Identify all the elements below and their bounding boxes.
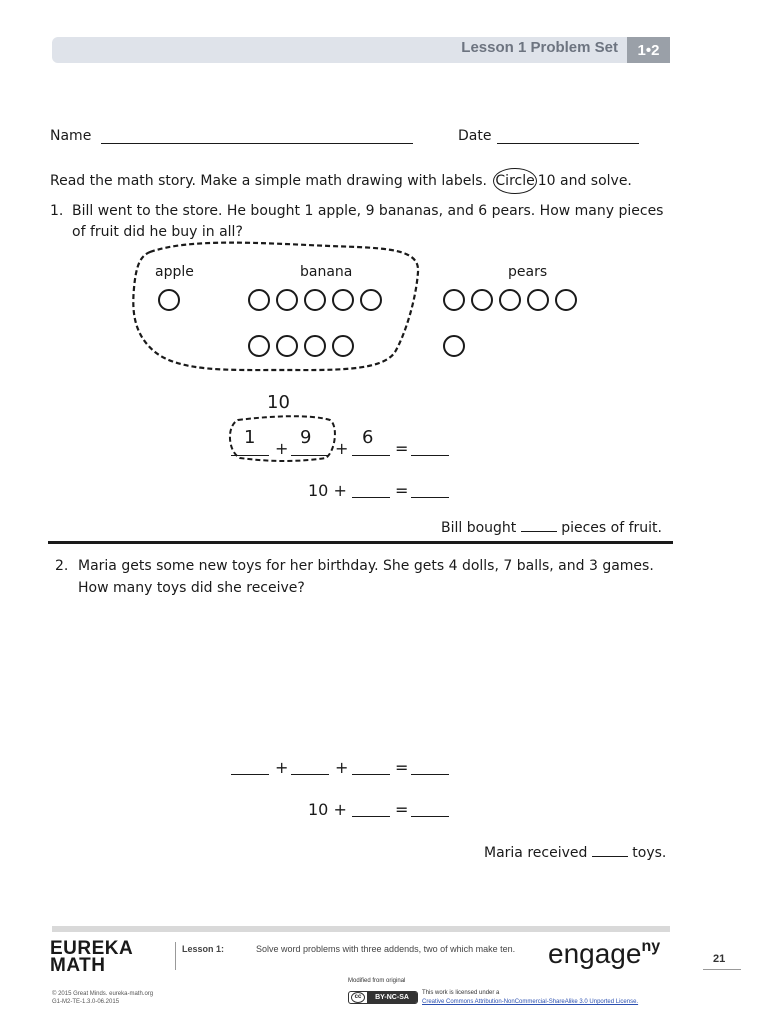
blank-3[interactable] — [352, 446, 390, 456]
banana-circle — [248, 289, 270, 311]
pear-circle — [443, 335, 465, 357]
label-banana: banana — [300, 264, 353, 280]
plus-sign: + — [275, 758, 289, 777]
pear-circle — [499, 289, 521, 311]
modified-note: Modified from original — [348, 978, 406, 984]
blank-ten-sum[interactable] — [411, 807, 449, 817]
lesson-badge: 1•2 — [627, 37, 670, 63]
cc-badge — [348, 991, 418, 1004]
page-number: 21 — [713, 953, 726, 965]
footer-bar — [52, 926, 670, 932]
plus-sign: + — [335, 758, 349, 777]
ten-plus: 10 + — [308, 481, 347, 500]
pear-circle — [443, 289, 465, 311]
blank-ten-addend[interactable] — [352, 807, 390, 817]
cc-badge-text: BY-NC-SA — [367, 992, 417, 1003]
blank-2[interactable] — [291, 765, 329, 775]
blank-2[interactable] — [291, 446, 329, 456]
circle-word: Circle — [493, 168, 536, 194]
banana-circle — [332, 289, 354, 311]
addend-2: 9 — [300, 427, 312, 448]
section-divider — [48, 541, 673, 544]
equals-sign: = — [395, 800, 409, 819]
answer-blank[interactable] — [521, 520, 557, 532]
blank-1[interactable] — [231, 446, 269, 456]
equals-sign: = — [395, 439, 409, 458]
pear-circle — [471, 289, 493, 311]
problem2-line1: Maria gets some new toys for her birthday. She gets 4 dolls, 7 balls, and 3 games. — [78, 558, 654, 574]
date-label: Date — [458, 128, 492, 144]
banana-circle — [276, 335, 298, 357]
banana-circle — [360, 289, 382, 311]
answer-sentence-2 — [484, 845, 666, 861]
problem1-number: 1. — [50, 203, 64, 219]
ny-text: ny — [641, 938, 661, 955]
lesson-title: Lesson 1 Problem Set — [461, 39, 618, 56]
name-label: Name — [50, 128, 92, 144]
license-link[interactable]: Creative Commons Attribution-NonCommercial-ShareAlike 3.0 Unported License. — [422, 999, 639, 1005]
blank-sum[interactable] — [411, 765, 449, 775]
pear-circle — [555, 289, 577, 311]
answer-after: toys. — [632, 845, 667, 861]
logo-line1: EUREKA — [50, 938, 134, 959]
engageny-logo — [548, 938, 660, 970]
banana-circle — [304, 335, 326, 357]
addend-3: 6 — [362, 427, 374, 448]
answer-sentence-1 — [441, 520, 662, 536]
banana-circle — [248, 335, 270, 357]
plus-sign: + — [275, 439, 289, 458]
ten-plus: 10 + — [308, 800, 347, 819]
problem1-line1: Bill went to the store. He bought 1 apple, 9 bananas, and 6 pears. How many pieces — [72, 203, 664, 219]
answer-blank[interactable] — [592, 845, 628, 857]
apple-circle — [158, 289, 180, 311]
instructions-end: 10 and solve. — [537, 173, 632, 189]
footer-lesson-label: Lesson 1: — [182, 944, 225, 954]
problem2-line2: How many toys did she receive? — [78, 580, 305, 596]
banana-circle — [332, 335, 354, 357]
equals-sign: = — [395, 758, 409, 777]
blank-3[interactable] — [352, 765, 390, 775]
module-code: G1-M2-TE-1.3.0-06.2015 — [52, 999, 120, 1005]
blank-ten-addend[interactable] — [352, 488, 390, 498]
page-number-rule — [703, 969, 741, 970]
blank-1[interactable] — [231, 765, 269, 775]
banana-circle — [276, 289, 298, 311]
pear-circle — [527, 289, 549, 311]
eureka-math-logo — [50, 940, 133, 974]
plus-sign: + — [335, 439, 349, 458]
ten-label: 10 — [267, 392, 290, 413]
logo-line2: MATH — [50, 955, 106, 976]
cc-icon: cc — [351, 992, 365, 1003]
license-line1: This work is licensed under a — [422, 990, 500, 996]
blank-ten-sum[interactable] — [411, 488, 449, 498]
footer-divider — [175, 942, 176, 970]
problem1-line2: of fruit did he buy in all? — [72, 224, 243, 240]
instructions-text: Read the math story. Make a simple math drawing with labels. — [50, 173, 487, 189]
answer-before: Maria received — [484, 845, 588, 861]
problem2-number: 2. — [55, 558, 69, 574]
blank-sum[interactable] — [411, 446, 449, 456]
label-apple: apple — [155, 264, 194, 280]
addend-1: 1 — [244, 427, 256, 448]
answer-after: pieces of fruit. — [561, 520, 662, 536]
copyright: © 2015 Great Minds. eureka-math.org — [52, 991, 154, 997]
answer-before: Bill bought — [441, 520, 517, 536]
footer-lesson-desc: Solve word problems with three addends, two of which make ten. — [256, 944, 516, 954]
equals-sign: = — [395, 481, 409, 500]
banana-circle — [304, 289, 326, 311]
engage-text: engage — [548, 938, 642, 969]
label-pears: pears — [508, 264, 548, 280]
